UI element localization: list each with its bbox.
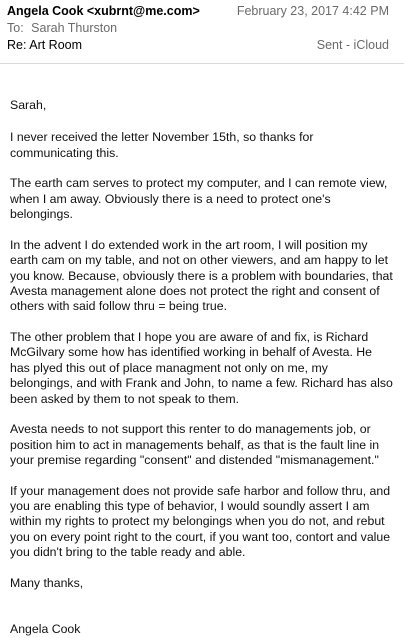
sent-date: February 23, 2017 4:42 PM: [236, 4, 389, 18]
email-body: [0, 98, 404, 638]
recipient[interactable]: Sarah Thurston: [31, 21, 118, 35]
mailbox-status: Sent - iCloud: [316, 38, 389, 52]
email-header: [0, 0, 404, 78]
to-label: To:: [7, 21, 24, 35]
paragraph-3: In the advent I do extended work in the art room, I will position my earth cam on my table, and not on other viewers, and am happy to let you know. Because, obviously there is a problem with boundaries, that Avesta management alone does not protect the right and consent of others with said follow thru = being true.: [10, 237, 393, 314]
greeting: Sarah,: [10, 98, 47, 112]
paragraph-6: If your management does not provide safe harbor and follow thru, and you are enabling this type of behavior, I would soundly assert I am within my rights to protect my belongings when you do not, and rebut you on every point right to the court, if you want too, contort and value you didn't bring to the table ready and able.: [10, 483, 391, 560]
paragraph-2: The earth cam serves to protect my computer, and I can remote view, when I am away. Obviously there is a need to protect one's belongings.: [10, 176, 388, 222]
from-row: [7, 3, 397, 20]
subject-row: [7, 37, 397, 54]
to-row: [7, 20, 397, 37]
closing: Many thanks,: [10, 575, 84, 590]
signature: Angela Cook: [10, 622, 81, 637]
sender[interactable]: Angela Cook <xubrnt@me.com>: [7, 4, 200, 18]
subject: Re: Art Room: [7, 38, 83, 52]
paragraph-4: The other problem that I hope you are aware of and fix, is Richard McGilvary some how has identified working in behalf of Avesta. He has plyed this out of place managment not only on me, my belongings, and with Frank and John, to name a few. Richard has also been asked by them to not speak to them.: [10, 330, 393, 406]
paragraph-5: Avesta needs to not support this renter to do managements job, or position him to act in managements behalf, as that is the fault line in your premise regarding "consent" and distended "mismanagement.": [10, 422, 380, 468]
paragraph-1: I never received the letter November 15th, so thanks for communicating this.: [10, 130, 314, 160]
header-divider: [0, 63, 404, 64]
